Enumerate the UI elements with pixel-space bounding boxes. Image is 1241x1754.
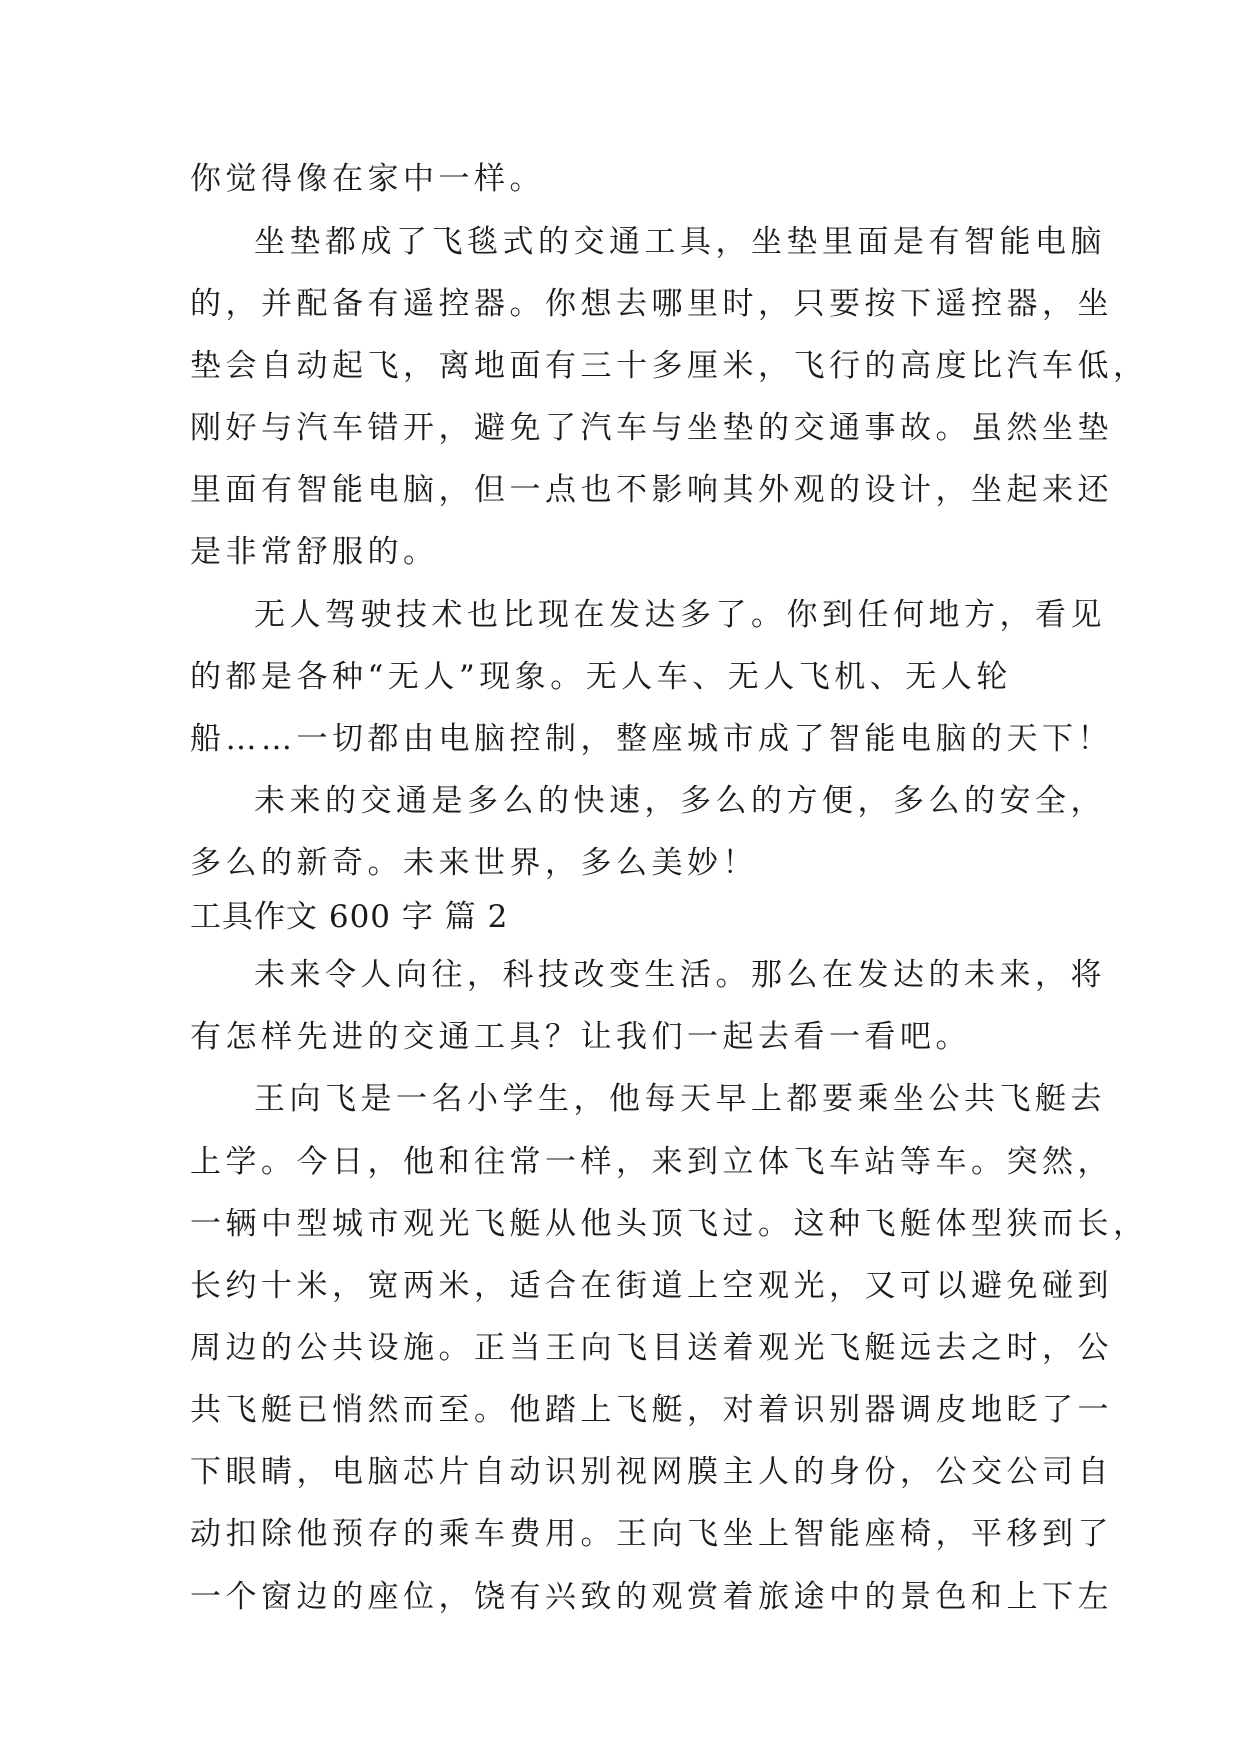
text-line: 里面有智能电脑，但一点也不影响其外观的设计，坐起来还	[190, 472, 1113, 508]
text-line: 共飞艇已悄然而至。他踏上飞艇，对着识别器调皮地眨了一	[190, 1392, 1113, 1428]
paragraph-start-line: 无人驾驶技术也比现在发达多了。你到任何地方，看见	[254, 597, 1106, 633]
paragraph-start-line: 王向飞是一名小学生，他每天早上都要乘坐公共飞艇去	[254, 1081, 1106, 1117]
section-heading: 工具作文 600 字 篇 2	[190, 899, 509, 935]
text-line: 一辆中型城市观光飞艇从他头顶飞过。这种飞艇体型狭而长，	[190, 1206, 1149, 1242]
text-line: 是非常舒服的。	[190, 534, 439, 570]
text-line: 的都是各种“无人”现象。无人车、无人飞机、无人轮	[190, 659, 1012, 695]
text-line: 刚好与汽车错开，避免了汽车与坐垫的交通事故。虽然坐垫	[190, 410, 1113, 446]
text-line: 动扣除他预存的乘车费用。王向飞坐上智能座椅，平移到了	[190, 1516, 1113, 1552]
text-line: 你觉得像在家中一样。	[190, 161, 545, 197]
text-line: 的，并配备有遥控器。你想去哪里时，只要按下遥控器，坐	[190, 286, 1113, 322]
paragraph-start-line: 坐垫都成了飞毯式的交通工具，坐垫里面是有智能电脑	[254, 224, 1106, 260]
text-line: 多么的新奇。未来世界，多么美妙！	[190, 845, 758, 881]
text-line: 周边的公共设施。正当王向飞目送着观光飞艇远去之时，公	[190, 1330, 1113, 1366]
text-line: 一个窗边的座位，饶有兴致的观赏着旅途中的景色和上下左	[190, 1579, 1113, 1615]
paragraph-start-line: 未来的交通是多么的快速，多么的方便，多么的安全，	[254, 783, 1106, 819]
text-line: 有怎样先进的交通工具？让我们一起去看一看吧。	[190, 1019, 971, 1055]
text-line: 垫会自动起飞，离地面有三十多厘米，飞行的高度比汽车低，	[190, 348, 1149, 384]
paragraph-start-line: 未来令人向往，科技改变生活。那么在发达的未来，将	[254, 957, 1106, 993]
text-line: 下眼睛，电脑芯片自动识别视网膜主人的身份，公交公司自	[190, 1454, 1113, 1490]
text-line: 长约十米，宽两米，适合在街道上空观光，又可以避免碰到	[190, 1268, 1113, 1304]
text-line: 上学。今日，他和往常一样，来到立体飞车站等车。突然，	[190, 1144, 1113, 1180]
text-line: 船……一切都由电脑控制，整座城市成了智能电脑的天下！	[190, 721, 1113, 757]
